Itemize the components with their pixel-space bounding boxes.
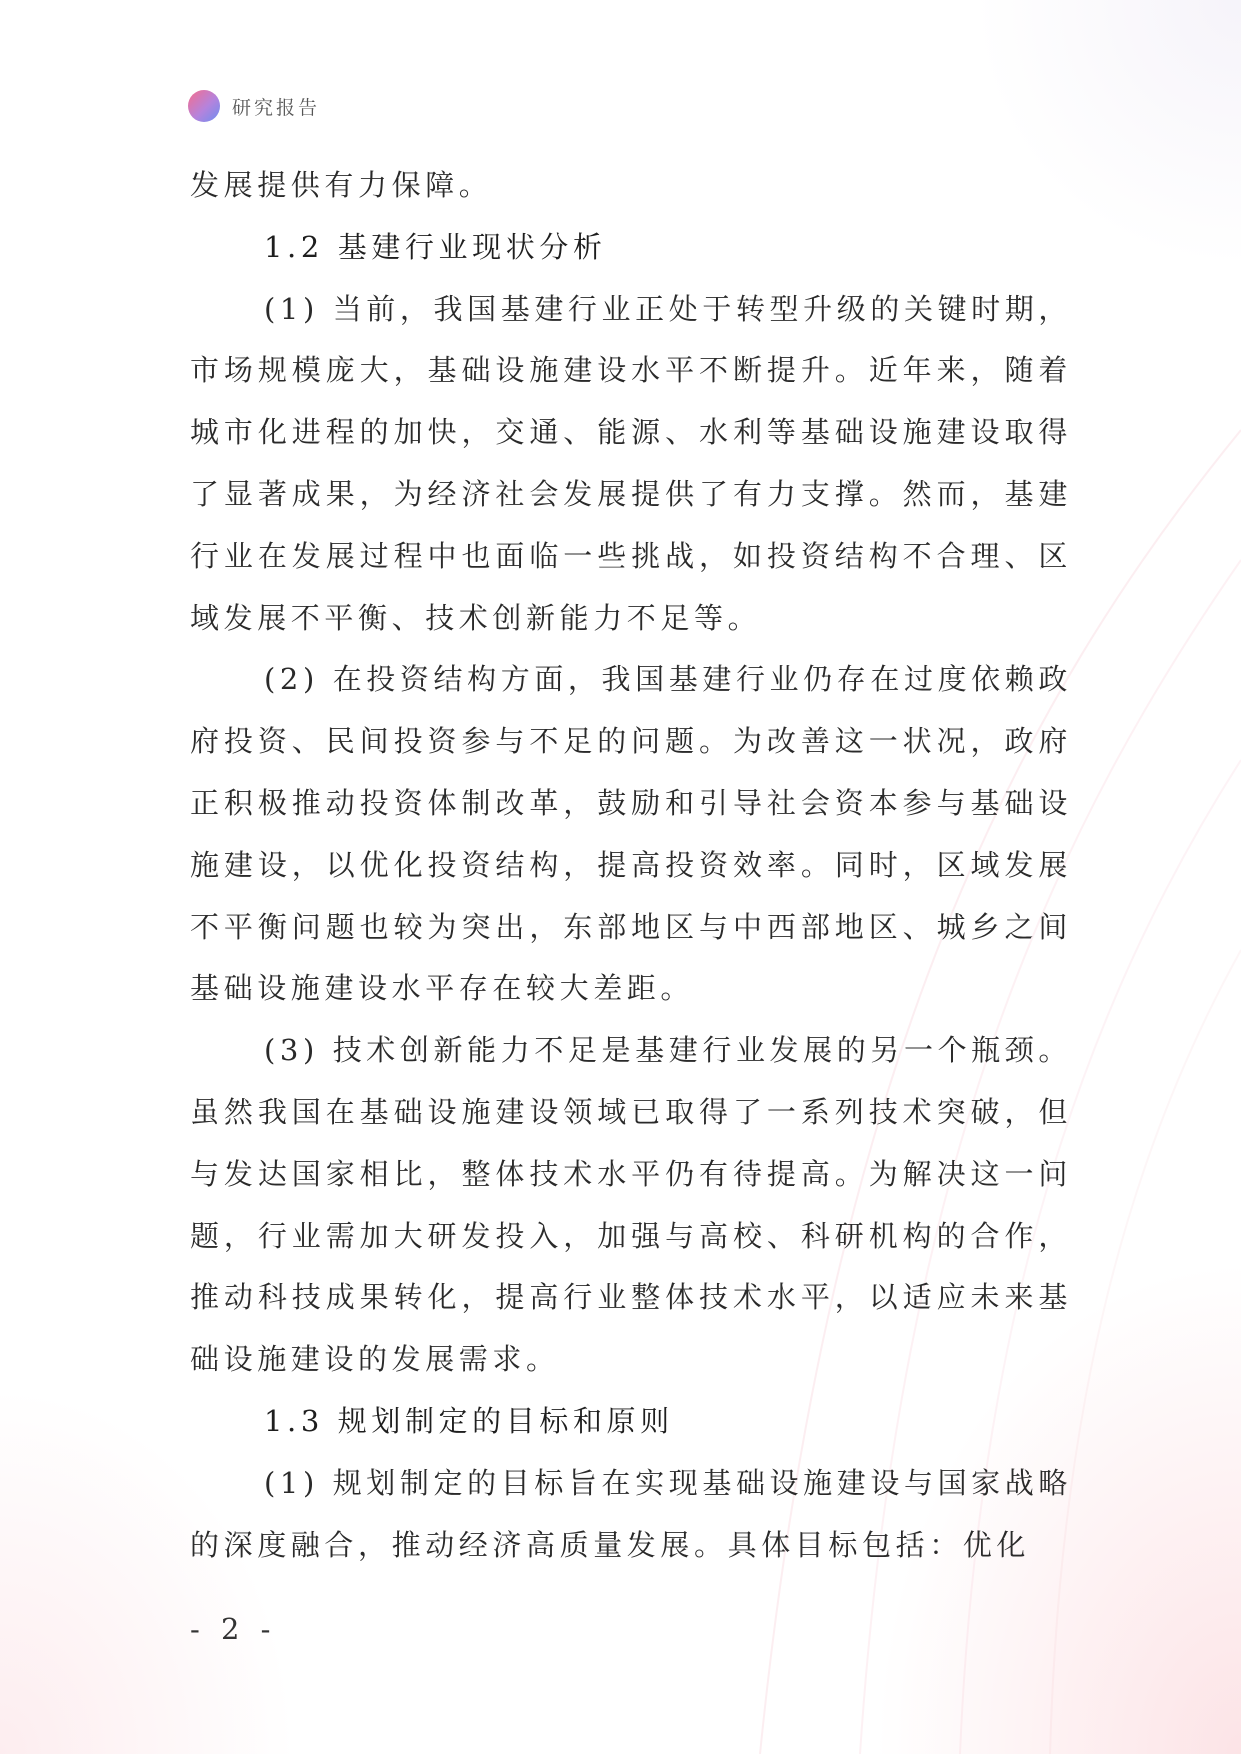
section-heading-1-3: 1.3 规划制定的目标和原则	[264, 1403, 674, 1438]
report-header	[188, 88, 320, 124]
document-body	[190, 155, 1072, 1576]
paragraph-continuation: 发展提供有力保障。	[190, 168, 493, 202]
paragraph-1: (1) 当前，我国基建行业正处于转型升级的关键时期，市场规模庞大，基础设施建设水平不断提升。近年来，随着城市化进程的加快，交通、能源、水利等基础设施建设取得了显著成果，为经济社会发展提供了有力支撑。然而，基建行业在发展过程中也面临一些挑战，如投资结构不合理、区域发展不平衡、技术创新能力不足等。	[190, 291, 1072, 635]
paragraph-4: (1) 规划制定的目标旨在实现基础设施建设与国家战略的深度融合，推动经济高质量发展。具体目标包括：优化	[190, 1465, 1072, 1562]
header-title: 研究报告	[232, 96, 321, 119]
logo-icon	[188, 90, 220, 122]
page-number: - 2 -	[190, 1612, 277, 1646]
section-heading-1-2: 1.2 基建行业现状分析	[264, 229, 607, 264]
paragraph-3: (3) 技术创新能力不足是基建行业发展的另一个瓶颈。虽然我国在基础设施建设领域已取得了一系列技术突破，但与发达国家相比，整体技术水平仍有待提高。为解决这一问题，行业需加大研发投入，加强与高校、科研机构的合作，推动科技成果转化，提高行业整体技术水平，以适应未来基础设施建设的发展需求。	[190, 1033, 1072, 1377]
paragraph-2: (2) 在投资结构方面，我国基建行业仍存在过度依赖政府投资、民间投资参与不足的问题。为改善这一状况，政府正积极推动投资体制改革，鼓励和引导社会资本参与基础设施建设，以优化投资结构，提高投资效率。同时，区域发展不平衡问题也较为突出，东部地区与中西部地区、城乡之间基础设施建设水平存在较大差距。	[190, 662, 1072, 1006]
